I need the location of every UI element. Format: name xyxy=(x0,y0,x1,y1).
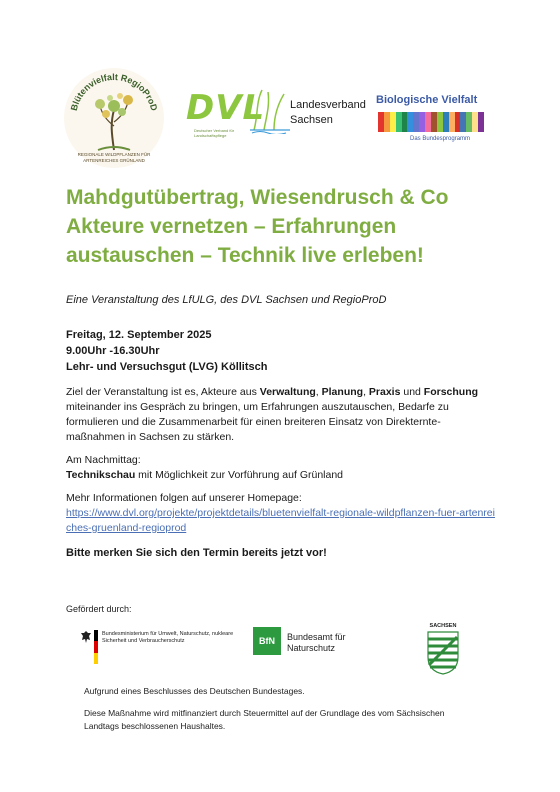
intro-text: und xyxy=(400,386,424,398)
event-location: Lehr- und Versuchsgut (LVG) Köllitsch xyxy=(66,361,268,373)
afternoon-label: Am Nachmittag: xyxy=(66,454,141,466)
headline-line-1: Mahdgutübertrag, Wiesendrusch & Co xyxy=(66,186,449,209)
intro-text: miteinander ins Gespräch zu bringen, um Erfahrungen auszutauschen, Bedarfe zu formulieren und die Zusammenarbeit für einen breiteren Einsatz von Direkterntemaßnahmen in Sachsen zu stärken. xyxy=(66,401,449,443)
more-info-section xyxy=(66,491,496,536)
organizer-line: Eine Veranstaltung des LfULG, des DVL Sachsen und RegioProD xyxy=(66,294,387,306)
intro-text: Ziel der Veranstaltung ist es, Akteure aus xyxy=(66,386,260,398)
intro-text: , xyxy=(315,386,322,398)
intro-bold-planung: Planung xyxy=(321,386,364,398)
bio-subtitle: Das Bundesprogramm xyxy=(410,136,471,142)
dvl-subtext: Deutscher Verband für Landschaftspflege xyxy=(194,128,235,138)
bio-color-bar xyxy=(478,112,484,132)
sachsen-logo xyxy=(423,623,463,677)
dvl-plant-icon xyxy=(250,86,290,134)
intro-text: , xyxy=(363,386,369,398)
dvl-region xyxy=(290,98,366,128)
headline-line-3: austauschen – Technik live erleben! xyxy=(66,244,424,267)
afternoon-detail xyxy=(66,468,496,483)
event-time: 9.00Uhr -16.30Uhr xyxy=(66,345,160,357)
bfn-mark: BfN xyxy=(253,627,281,655)
eagle-icon xyxy=(80,630,92,644)
save-the-date: Bitte merken Sie sich den Termin bereits jetzt vor! xyxy=(66,547,327,559)
headline-line-2: Akteure vernetzen – Erfahrungen xyxy=(66,215,397,238)
german-flag-icon xyxy=(94,630,98,664)
more-info-label: Mehr Informationen folgen auf unserer Homepage: xyxy=(66,492,302,504)
bluetenvielfalt-logo xyxy=(62,66,166,170)
footer-bundestag: Aufgrund eines Beschlusses des Deutschen Bundestages. xyxy=(84,686,305,696)
bio-color-bars xyxy=(378,112,484,132)
bfn-logo xyxy=(253,624,363,664)
svg-text:Blütenvielfalt RegioProD: Blütenvielfalt RegioProD xyxy=(68,71,160,112)
intro-bold-praxis: Praxis xyxy=(368,386,401,398)
sachsen-label: SACHSEN xyxy=(429,623,457,629)
afternoon-bold: Technikschau xyxy=(66,469,136,481)
funded-by-label: Gefördert durch: xyxy=(66,604,132,614)
dvl-wordmark: DVL xyxy=(186,88,266,128)
bmu-text: Bundesministerium für Umwelt, Naturschutz, nukleare Sicherheit und Verbraucherschutz xyxy=(102,631,234,644)
headline xyxy=(66,183,506,270)
event-details xyxy=(66,327,267,375)
dvl-region-line2: Sachsen xyxy=(290,114,333,126)
afternoon-rest: mit Möglichkeit zur Vorführung auf Grünland xyxy=(135,469,344,481)
homepage-link[interactable]: https://www.dvl.org/projekte/projektdetails/bluetenvielfalt-regionale-wildpflanzen-fuer-artenreiches-gruenland-regioprod xyxy=(66,507,495,534)
footer-landtag: Diese Maßnahme wird mitfinanziert durch Steuermittel auf der Grundlage des vom Sächsischen Landtags beschlossenen Haushaltes. xyxy=(84,708,445,731)
biologische-vielfalt-logo xyxy=(376,94,488,146)
bluetenvielfalt-bottom-text: REGIONALE WILDPFLANZEN FÜR ARTENREICHES GRÜNLAND xyxy=(77,152,151,163)
bmu-logo xyxy=(80,624,250,668)
bio-title: Biologische Vielfalt xyxy=(376,94,478,106)
bfn-text: Bundesamt für Naturschutz xyxy=(287,632,346,653)
intro-bold-forschung: Forschung xyxy=(423,386,479,398)
intro-paragraph xyxy=(66,385,496,445)
dvl-region-line1: Landesverband xyxy=(290,99,366,111)
dvl-logo xyxy=(186,84,364,148)
afternoon-section xyxy=(66,453,496,483)
event-date: Freitag, 12. September 2025 xyxy=(66,329,212,341)
sachsen-coat-of-arms-icon xyxy=(427,631,459,675)
intro-bold-verwaltung: Verwaltung xyxy=(259,386,316,398)
